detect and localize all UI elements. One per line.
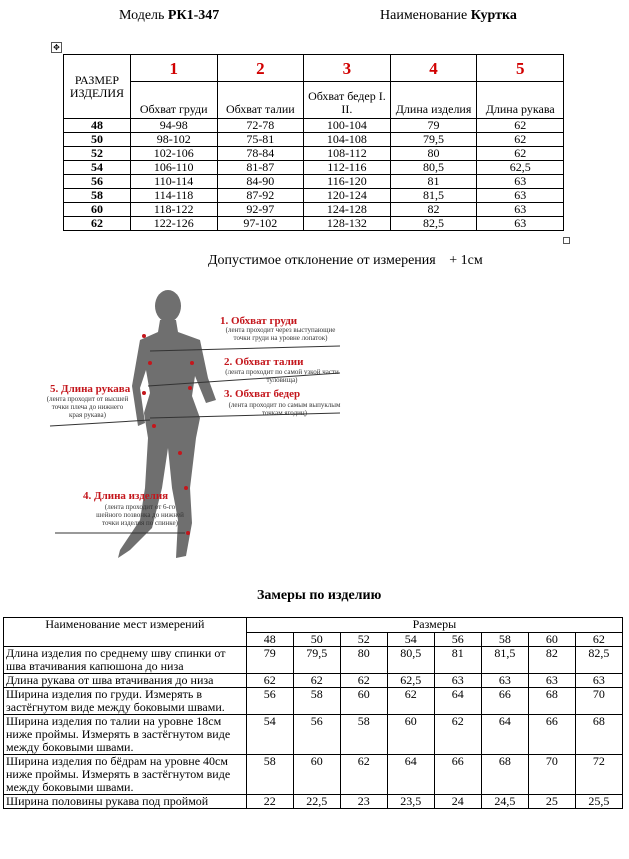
tolerance-text: Допустимое отклонение от измерения (208, 253, 436, 268)
measure-value-cell: 23,5 (387, 795, 434, 809)
measure-value-cell: 58 (293, 688, 340, 715)
measure-row (4, 795, 623, 809)
size-col-header: 56 (434, 632, 481, 647)
measure-value-cell: 62 (246, 674, 293, 688)
size-value-cell: 98-102 (130, 133, 217, 147)
measure-value-cell: 70 (575, 688, 622, 715)
label-sleeve: 5. Длина рукава (50, 383, 131, 395)
size-value-cell: 110-114 (130, 175, 217, 189)
size-value-cell: 63 (477, 217, 564, 231)
size-value-cell: 112-116 (304, 161, 391, 175)
measure-value-cell: 56 (246, 688, 293, 715)
size-value-cell: 82 (390, 203, 477, 217)
size-value-cell: 92-97 (217, 203, 304, 217)
note-hips: (лента проходит по самым выпуклым точкам ягодиц) (228, 401, 341, 417)
size-cell: 48 (64, 119, 131, 133)
label-waist: 2. Обхват талии (224, 356, 304, 368)
measure-value-cell: 64 (387, 755, 434, 795)
size-col-header: 62 (575, 632, 622, 647)
sizes-header: Размеры (246, 618, 622, 633)
size-corner-header: РАЗМЕР ИЗДЕЛИЯ (64, 55, 131, 119)
measure-value-cell: 68 (481, 755, 528, 795)
size-row (64, 175, 564, 189)
size-value-cell: 106-110 (130, 161, 217, 175)
measure-value-cell: 63 (481, 674, 528, 688)
tolerance-value: + 1см (449, 253, 483, 268)
size-value-cell: 62 (477, 147, 564, 161)
measure-value-cell: 56 (293, 715, 340, 755)
col-header: Длина изделия (390, 82, 477, 119)
size-value-cell: 84-90 (217, 175, 304, 189)
name-line (380, 8, 517, 24)
measure-value-cell: 79,5 (293, 647, 340, 674)
name-value: Куртка (470, 8, 517, 23)
size-value-cell: 72-78 (217, 119, 304, 133)
measure-value-cell: 66 (434, 755, 481, 795)
measure-value-cell: 62 (387, 688, 434, 715)
size-row (64, 119, 564, 133)
measure-name-cell: Длина изделия по среднему шву спинки от шва втачивания капюшона до низа (4, 647, 247, 674)
measure-value-cell: 23 (340, 795, 387, 809)
size-value-cell: 81-87 (217, 161, 304, 175)
measure-value-cell: 66 (481, 688, 528, 715)
table-resize-handle[interactable] (563, 237, 570, 244)
note-length: (лента проходит от 6-го шейного позвонка до нижней точки изделия по спинке) (96, 503, 184, 527)
measure-value-cell: 68 (528, 688, 575, 715)
col-number: 4 (390, 55, 477, 82)
measure-value-cell: 54 (246, 715, 293, 755)
measure-value-cell: 79 (246, 647, 293, 674)
model-value: РК1-347 (167, 8, 220, 23)
measure-value-cell: 66 (528, 715, 575, 755)
size-col-header: 52 (340, 632, 387, 647)
measure-value-cell: 82 (528, 647, 575, 674)
size-value-cell: 62 (477, 119, 564, 133)
size-cell: 52 (64, 147, 131, 161)
size-cell: 62 (64, 217, 131, 231)
col-header: Обхват бедер I. II. (304, 82, 391, 119)
measure-value-cell: 63 (434, 674, 481, 688)
size-col-header: 48 (246, 632, 293, 647)
col-number: 1 (130, 55, 217, 82)
measure-value-cell: 72 (575, 755, 622, 795)
measure-value-cell: 63 (575, 674, 622, 688)
measure-value-cell: 82,5 (575, 647, 622, 674)
measurements-title: Замеры по изделию (257, 588, 382, 603)
size-value-cell: 63 (477, 189, 564, 203)
measure-value-cell: 70 (528, 755, 575, 795)
size-value-cell: 75-81 (217, 133, 304, 147)
size-value-cell: 79 (390, 119, 477, 133)
measure-value-cell: 68 (575, 715, 622, 755)
size-value-cell: 120-124 (304, 189, 391, 203)
size-value-cell: 63 (477, 175, 564, 189)
measure-value-cell: 60 (340, 688, 387, 715)
note-sleeve: (лента проходит от высшей точки плеча до нижнего края рукава) (46, 395, 129, 419)
size-value-cell: 62,5 (477, 161, 564, 175)
size-value-cell: 118-122 (130, 203, 217, 217)
size-value-cell: 87-92 (217, 189, 304, 203)
measure-value-cell: 81,5 (481, 647, 528, 674)
size-value-cell: 82,5 (390, 217, 477, 231)
size-value-cell: 81 (390, 175, 477, 189)
size-value-cell: 63 (477, 203, 564, 217)
measure-value-cell: 25 (528, 795, 575, 809)
size-value-cell: 104-108 (304, 133, 391, 147)
size-table (63, 54, 564, 231)
size-value-cell: 100-104 (304, 119, 391, 133)
measure-name-cell: Длина рукава от шва втачивания до низа (4, 674, 247, 688)
model-line (119, 8, 219, 24)
measure-value-cell: 64 (481, 715, 528, 755)
size-row (64, 133, 564, 147)
size-value-cell: 94-98 (130, 119, 217, 133)
tolerance-line (208, 253, 483, 269)
size-row (64, 147, 564, 161)
measure-value-cell: 58 (246, 755, 293, 795)
label-hips: 3. Обхват бедер (224, 388, 301, 400)
size-cell: 58 (64, 189, 131, 203)
measure-value-cell: 62 (293, 674, 340, 688)
size-value-cell: 97-102 (217, 217, 304, 231)
measure-row (4, 755, 623, 795)
size-col-header: 54 (387, 632, 434, 647)
size-value-cell: 62 (477, 133, 564, 147)
size-cell: 50 (64, 133, 131, 147)
size-value-cell: 116-120 (304, 175, 391, 189)
name-label: Наименование (380, 8, 468, 23)
size-value-cell: 78-84 (217, 147, 304, 161)
size-cell: 60 (64, 203, 131, 217)
measure-value-cell: 80,5 (387, 647, 434, 674)
measure-name-header: Наименование мест измерений (4, 618, 247, 647)
measure-value-cell: 24 (434, 795, 481, 809)
size-value-cell: 122-126 (130, 217, 217, 231)
measure-value-cell: 60 (293, 755, 340, 795)
measure-value-cell: 62 (340, 755, 387, 795)
size-value-cell: 80,5 (390, 161, 477, 175)
measure-name-cell: Ширина половины рукава под проймой (4, 795, 247, 809)
col-number: 5 (477, 55, 564, 82)
measure-name-cell: Ширина изделия по талии на уровне 18см ниже проймы. Измерять в застёгнутом виде между боковыми швами. (4, 715, 247, 755)
size-cell: 54 (64, 161, 131, 175)
measure-value-cell: 22,5 (293, 795, 340, 809)
col-number: 3 (304, 55, 391, 82)
measure-value-cell: 62 (340, 674, 387, 688)
measure-value-cell: 64 (434, 688, 481, 715)
size-value-cell: 114-118 (130, 189, 217, 203)
measure-value-cell: 62 (434, 715, 481, 755)
size-col-header: 58 (481, 632, 528, 647)
measure-name-cell: Ширина изделия по груди. Измерять в застёгнутом виде между боковыми швами. (4, 688, 247, 715)
measure-row (4, 688, 623, 715)
size-row (64, 217, 564, 231)
col-header: Обхват талии (217, 82, 304, 119)
measurements-table (3, 617, 623, 809)
size-value-cell: 81,5 (390, 189, 477, 203)
model-label: Модель (119, 8, 165, 23)
col-number: 2 (217, 55, 304, 82)
measure-value-cell: 62,5 (387, 674, 434, 688)
measure-row (4, 647, 623, 674)
measure-value-cell: 60 (387, 715, 434, 755)
size-value-cell: 79,5 (390, 133, 477, 147)
measure-value-cell: 25,5 (575, 795, 622, 809)
size-row (64, 203, 564, 217)
note-waist: (лента проходит по самой узкой части туловища) (225, 368, 339, 384)
size-value-cell: 128-132 (304, 217, 391, 231)
col-header: Обхват груди (130, 82, 217, 119)
size-value-cell: 102-106 (130, 147, 217, 161)
label-length: 4. Длина изделия (83, 490, 169, 502)
size-cell: 56 (64, 175, 131, 189)
table-move-handle-icon[interactable]: ✥ (51, 42, 62, 53)
size-col-header: 50 (293, 632, 340, 647)
measure-value-cell: 22 (246, 795, 293, 809)
size-col-header: 60 (528, 632, 575, 647)
measure-row (4, 674, 623, 688)
size-value-cell: 108-112 (304, 147, 391, 161)
measure-value-cell: 63 (528, 674, 575, 688)
size-value-cell: 124-128 (304, 203, 391, 217)
body-figure-illustration (40, 288, 360, 563)
label-chest: 1. Обхват груди (220, 315, 298, 327)
col-header: Длина рукава (477, 82, 564, 119)
size-row (64, 189, 564, 203)
measure-name-cell: Ширина изделия по бёдрам на уровне 40см ниже проймы. Измерять в застёгнутом виде между боковыми швами. (4, 755, 247, 795)
measure-value-cell: 81 (434, 647, 481, 674)
measure-value-cell: 24,5 (481, 795, 528, 809)
measure-value-cell: 58 (340, 715, 387, 755)
measure-value-cell: 80 (340, 647, 387, 674)
size-row (64, 161, 564, 175)
size-value-cell: 80 (390, 147, 477, 161)
note-chest: (лента проходит через выступающие точки груди на уровне лопаток) (225, 326, 336, 342)
measure-row (4, 715, 623, 755)
